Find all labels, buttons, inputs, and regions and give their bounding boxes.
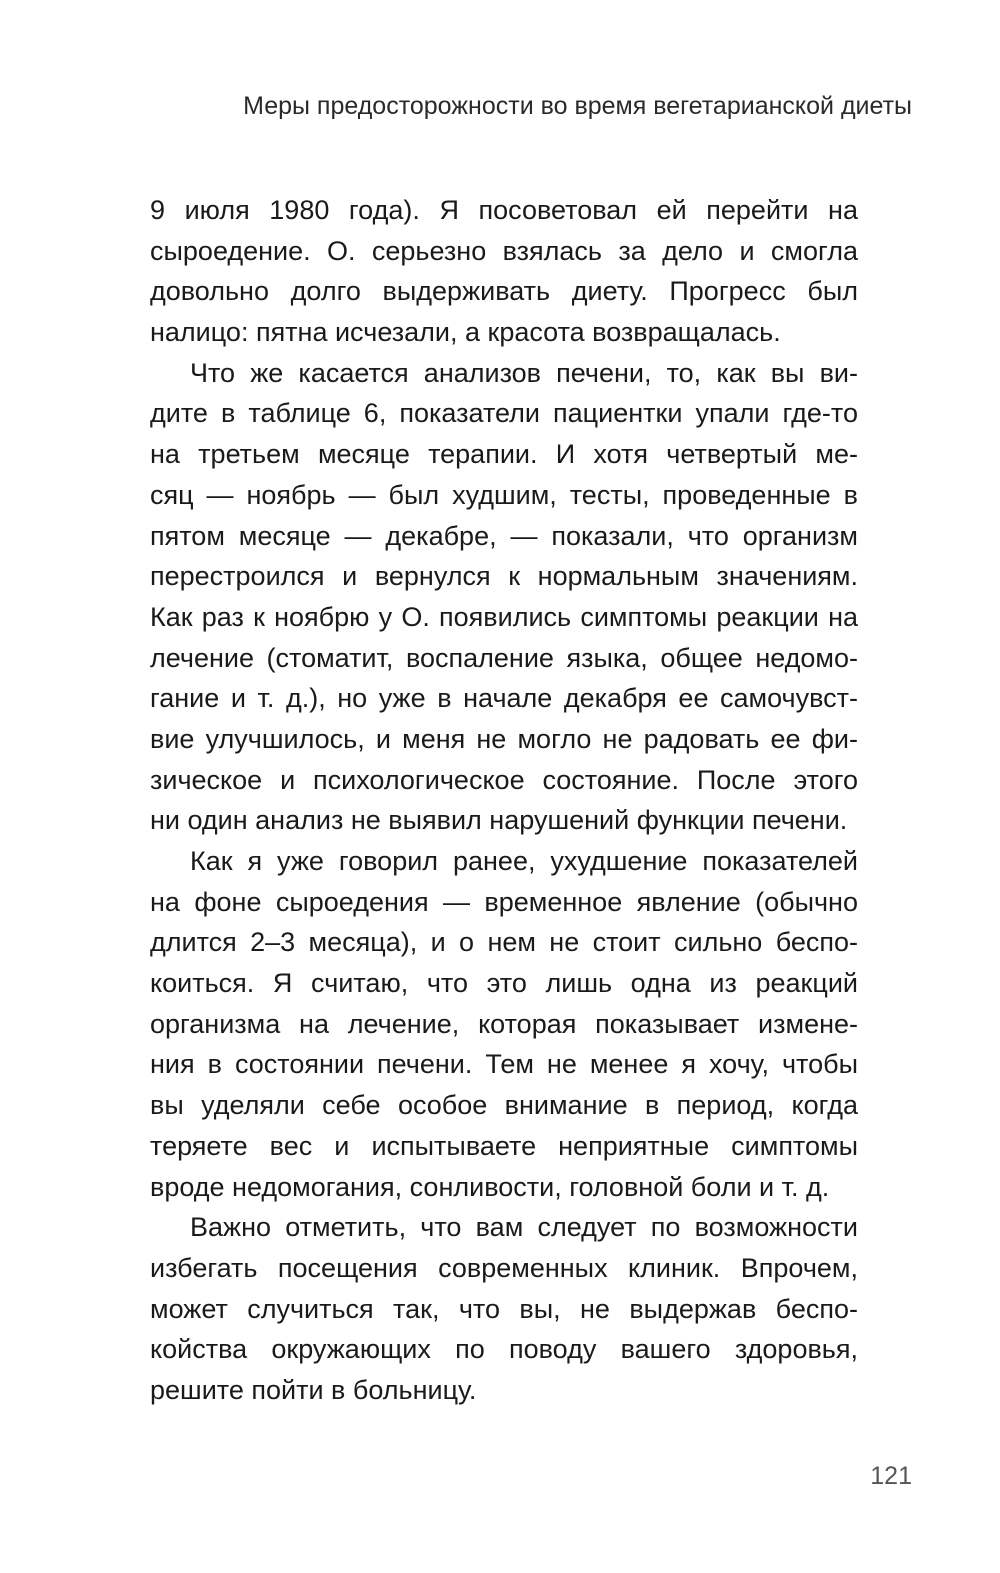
text-line: налицо: пятна исчезали, а красота возвращалась. <box>150 317 781 348</box>
text-line: вы уделяли себе особое внимание в период, когда <box>150 1090 858 1121</box>
paragraph-first-line: Как я уже говорил ранее, ухудшение показателей <box>190 846 858 876</box>
paragraph-first-line: Важно отметить, что вам следует по возможности <box>190 1212 858 1243</box>
text-line: 9 июля 1980 года). Я посоветовал ей перейти на <box>150 195 858 225</box>
text-line: сяц — ноябрь — был худшим, тесты, проведенные в <box>150 479 858 510</box>
text-line: на фоне сыроедения — временное явление (обычно <box>150 886 858 917</box>
body-text <box>150 190 858 1411</box>
text-line: довольно долго выдерживать диету. Прогресс был <box>150 276 858 307</box>
text-line: избегать посещения современных клиник. Впрочем, <box>150 1252 858 1283</box>
text-line: теряете вес и испытываете неприятные симптомы <box>150 1130 858 1161</box>
text-line: ния в состоянии печени. Тем не менее я хочу, чтобы <box>150 1049 858 1080</box>
text-line: на третьем месяце терапии. И хотя четвертый ме- <box>150 439 858 470</box>
text-line: вроде недомогания, сонливости, головной боли и т. д. <box>150 1171 830 1202</box>
text-line: гание и т. д.), но уже в начале декабря ее самочувст- <box>150 683 858 714</box>
text-line: может случиться так, что вы, не выдержав беспо- <box>150 1293 858 1324</box>
text-line: зическое и психологическое состояние. После этого <box>150 764 858 795</box>
text-line: коиться. Я считаю, что это лишь одна из реакций <box>150 968 858 999</box>
text-line: дите в таблице 6, показатели пациентки упали где-то <box>150 398 858 429</box>
running-header: Меры предосторожности во время вегетарианской диеты <box>243 92 912 120</box>
text-line: решите пойти в больницу. <box>150 1374 477 1405</box>
text-line: лечение (стоматит, воспаление языка, общее недомо- <box>150 642 858 673</box>
text-line: сыроедение. О. серьезно взялась за дело и смогла <box>150 235 858 266</box>
text-line: вие улучшилось, и меня не могло не радовать ее фи- <box>150 723 858 754</box>
paragraph-first-line: Что же касается анализов печени, то, как вы ви- <box>190 357 858 388</box>
text-line: перестроился и вернулся к нормальным значениям. <box>150 561 858 592</box>
text-line: длится 2–3 месяца), и о нем не стоит сильно беспо- <box>150 927 858 958</box>
text-line: ни один анализ не выявил нарушений функции печени. <box>150 805 848 836</box>
text-line: Как раз к ноябрю у О. появились симптомы реакции на <box>150 601 858 632</box>
text-line: пятом месяце — декабре, — показали, что организм <box>150 520 858 551</box>
text-line: организма на лечение, которая показывает измене- <box>150 1008 858 1039</box>
page-number: 121 <box>870 1462 912 1490</box>
text-line: койства окружающих по поводу вашего здоровья, <box>150 1334 858 1365</box>
